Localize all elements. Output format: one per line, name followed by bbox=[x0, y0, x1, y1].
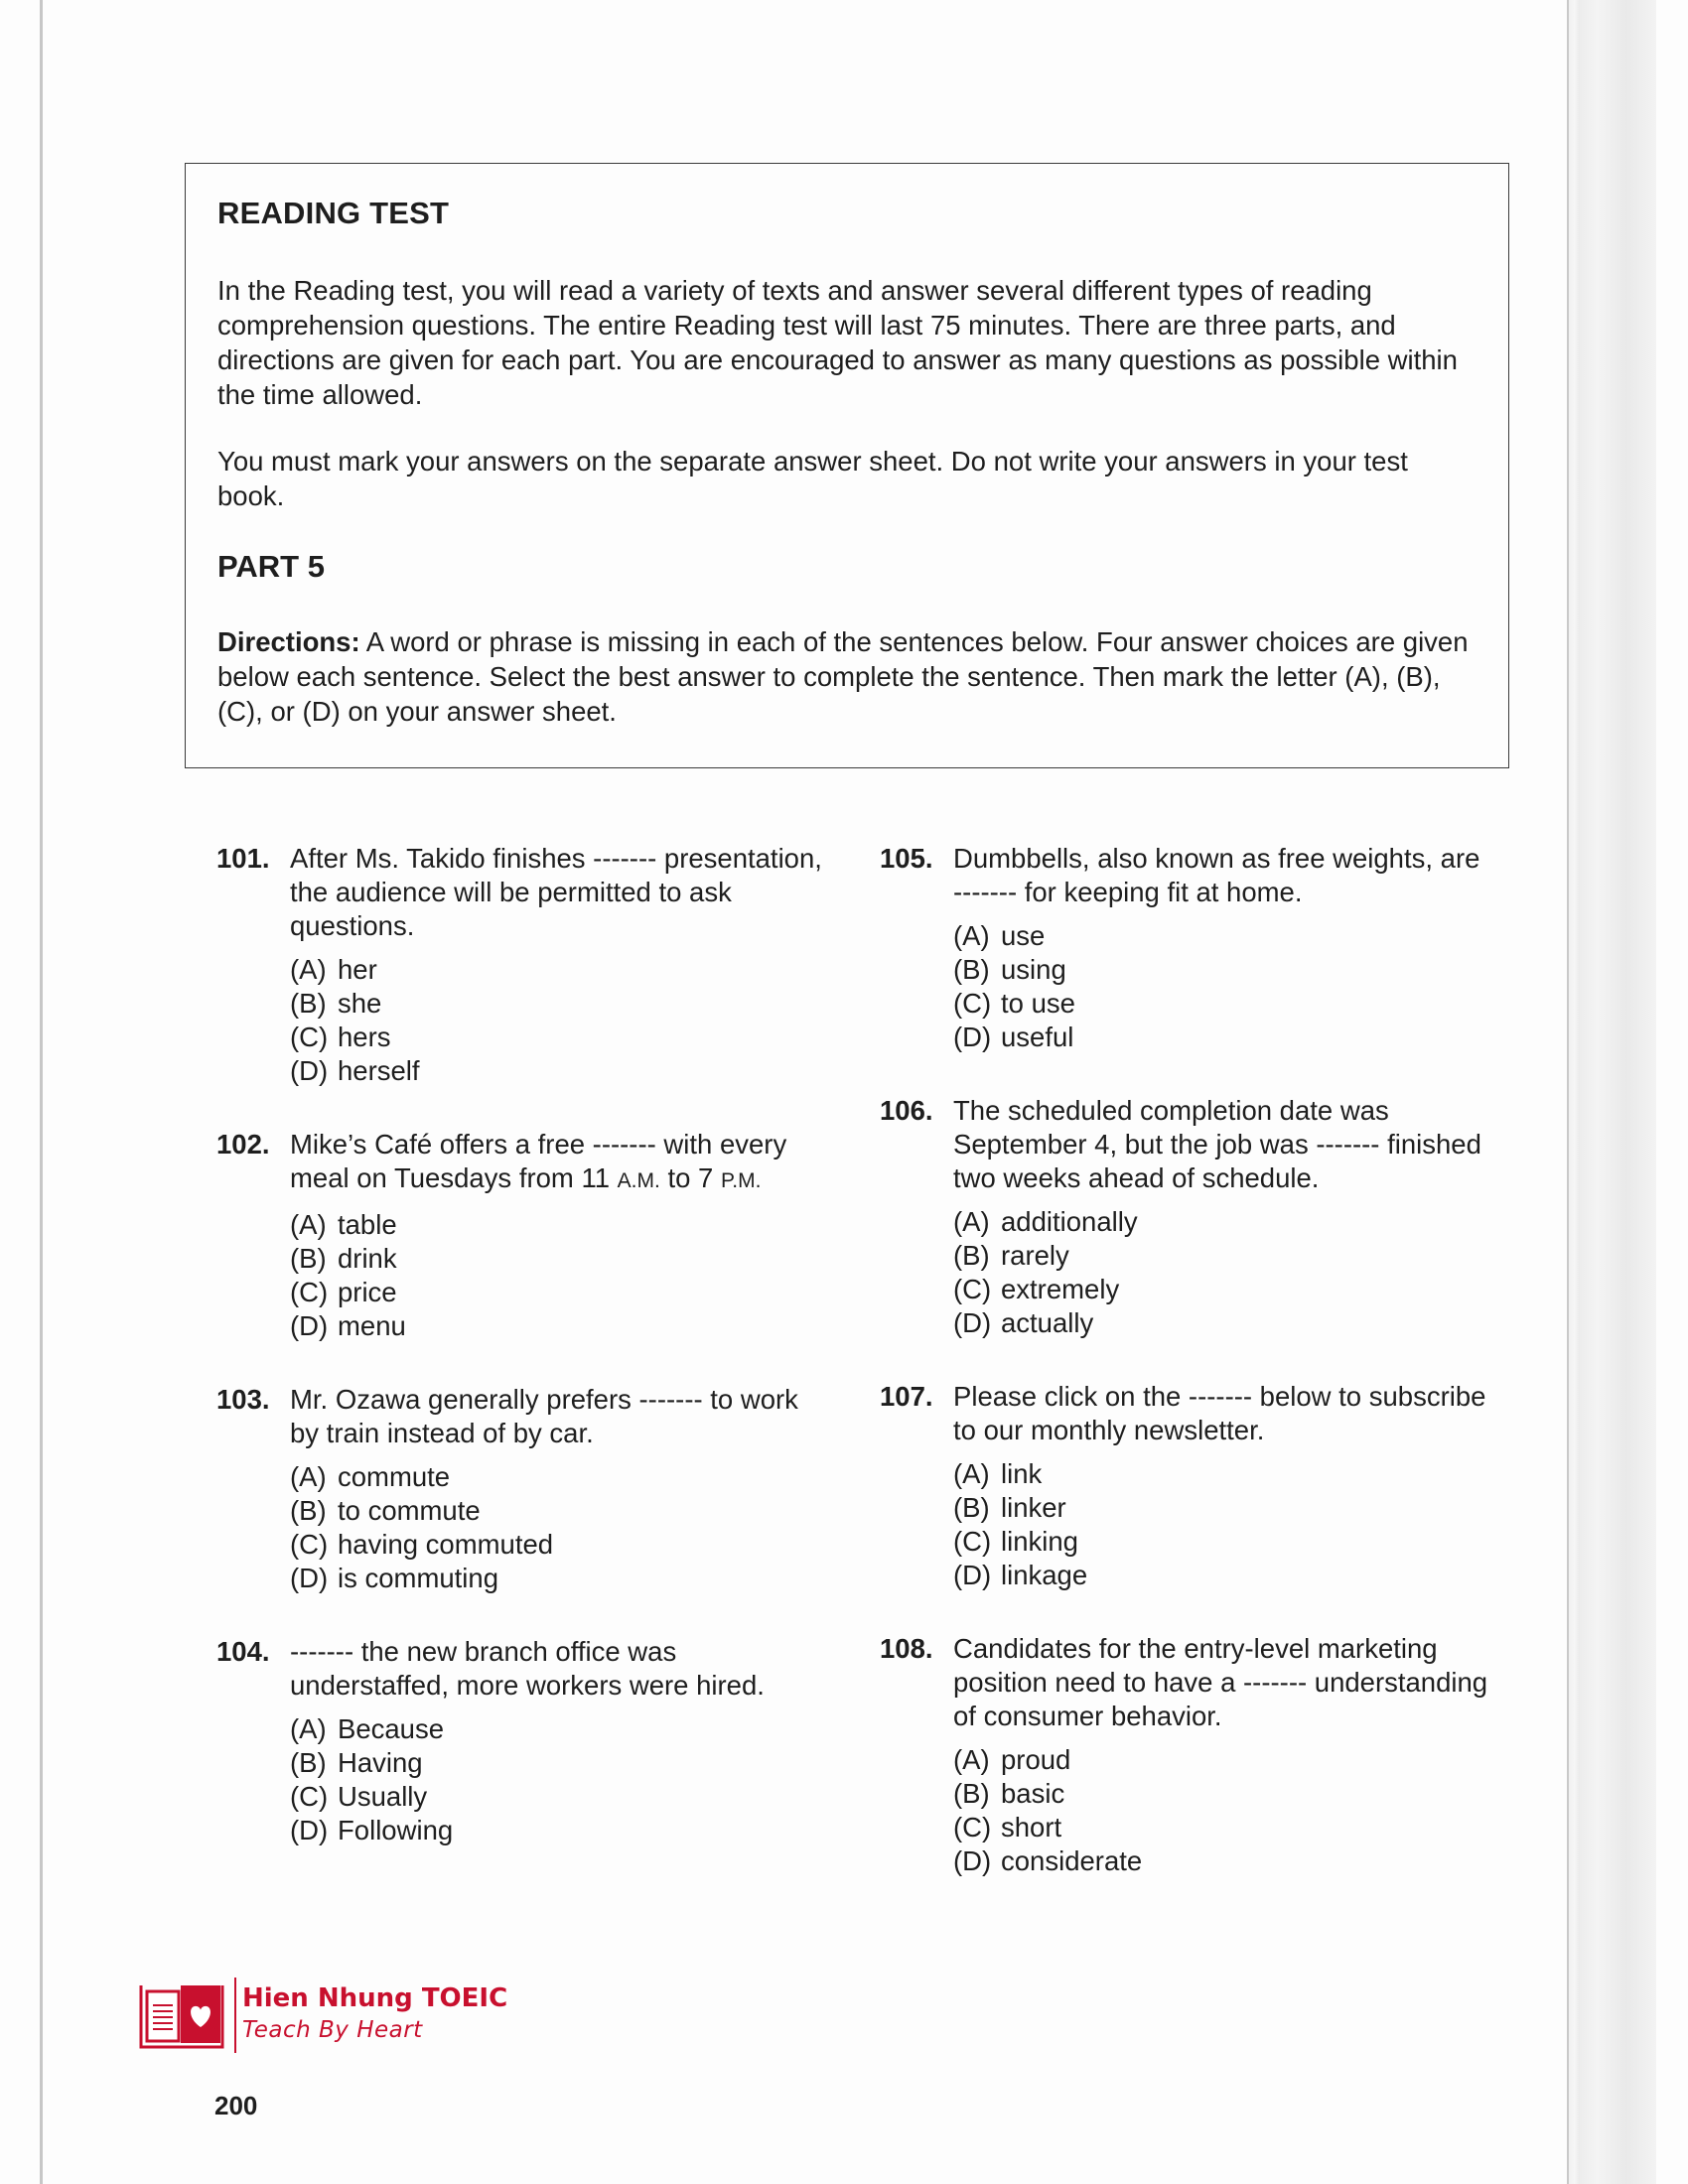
question-103 bbox=[216, 1383, 832, 1595]
directions-label: Directions: bbox=[217, 626, 360, 657]
questions-right-column bbox=[880, 842, 1495, 1918]
option-letter: (D) bbox=[953, 1022, 992, 1052]
option-text: table bbox=[338, 1209, 397, 1240]
option-text: commute bbox=[338, 1461, 451, 1492]
question-number: 108. bbox=[880, 1633, 933, 1664]
time-pm: P.M. bbox=[720, 1169, 762, 1192]
option-text: Because bbox=[338, 1713, 445, 1744]
answer-option-b bbox=[290, 987, 832, 1021]
question-number: 104. bbox=[216, 1636, 270, 1667]
scan-right-edge bbox=[1567, 0, 1656, 2184]
option-letter: (A) bbox=[290, 954, 327, 985]
answer-option-d bbox=[290, 1814, 832, 1847]
part-heading: PART 5 bbox=[217, 549, 325, 584]
answer-option-d bbox=[953, 1844, 1495, 1878]
option-text: additionally bbox=[1001, 1206, 1138, 1237]
option-text: price bbox=[338, 1277, 397, 1307]
option-text: is commuting bbox=[338, 1563, 498, 1593]
question-104 bbox=[216, 1635, 832, 1847]
option-letter: (D) bbox=[290, 1055, 329, 1086]
question-108 bbox=[880, 1632, 1495, 1878]
option-text: link bbox=[1001, 1458, 1043, 1489]
logo-name: Hien Nhung TOEIC bbox=[242, 1983, 508, 2013]
option-letter: (B) bbox=[290, 1495, 327, 1526]
option-letter: (D) bbox=[953, 1307, 992, 1338]
option-letter: (A) bbox=[290, 1209, 327, 1240]
question-105 bbox=[880, 842, 1495, 1054]
question-text-part: Mike’s Café offers a free ------- with every meal on Tuesdays from 11 bbox=[290, 1129, 787, 1193]
question-text: Mr. Ozawa generally prefers ------- to work by train instead of by car. bbox=[290, 1384, 798, 1448]
option-text: actually bbox=[1001, 1307, 1094, 1338]
option-text: useful bbox=[1001, 1022, 1074, 1052]
option-letter: (B) bbox=[290, 1747, 327, 1778]
answer-option-c bbox=[953, 1273, 1495, 1306]
option-text: her bbox=[338, 954, 377, 985]
question-number: 101. bbox=[216, 843, 270, 874]
question-107 bbox=[880, 1380, 1495, 1592]
option-letter: (B) bbox=[290, 988, 327, 1019]
option-text: linking bbox=[1001, 1526, 1078, 1557]
option-letter: (C) bbox=[953, 1812, 992, 1843]
answer-option-a bbox=[953, 919, 1495, 953]
option-text: linkage bbox=[1001, 1560, 1088, 1590]
option-text: short bbox=[1001, 1812, 1062, 1843]
question-number: 105. bbox=[880, 843, 933, 874]
option-letter: (D) bbox=[953, 1845, 992, 1876]
option-text: having commuted bbox=[338, 1529, 554, 1560]
reading-test-heading: READING TEST bbox=[217, 196, 450, 230]
page-number: 200 bbox=[214, 2091, 258, 2120]
option-letter: (C) bbox=[290, 1277, 329, 1307]
answer-option-c bbox=[290, 1528, 832, 1562]
option-text: linker bbox=[1001, 1492, 1066, 1523]
answer-options bbox=[953, 1205, 1495, 1340]
question-number: 106. bbox=[880, 1095, 933, 1126]
option-text: Following bbox=[338, 1815, 454, 1845]
time-am: A.M. bbox=[617, 1169, 660, 1192]
option-text: proud bbox=[1001, 1744, 1071, 1775]
answer-option-b bbox=[290, 1242, 832, 1276]
option-letter: (C) bbox=[953, 1526, 992, 1557]
option-text: hers bbox=[338, 1022, 391, 1052]
answer-option-c bbox=[290, 1276, 832, 1309]
question-text: After Ms. Takido finishes ------- presentation, the audience will be permitted to ask questions. bbox=[290, 843, 822, 941]
option-letter: (A) bbox=[953, 920, 990, 951]
answer-sheet-instructions: You must mark your answers on the separate answer sheet. Do not write your answers in your test book. bbox=[217, 446, 1408, 511]
option-text: rarely bbox=[1001, 1240, 1069, 1271]
option-text: Having bbox=[338, 1747, 423, 1778]
answer-option-a bbox=[290, 1208, 832, 1242]
question-text-part: to 7 bbox=[659, 1162, 721, 1193]
option-letter: (A) bbox=[290, 1713, 327, 1744]
reading-test-instructions-box bbox=[185, 163, 1509, 768]
answer-options bbox=[290, 1208, 832, 1343]
answer-option-d bbox=[290, 1054, 832, 1088]
answer-option-a bbox=[290, 1712, 832, 1746]
question-102 bbox=[216, 1128, 832, 1343]
option-letter: (B) bbox=[953, 1240, 990, 1271]
option-letter: (A) bbox=[953, 1206, 990, 1237]
answer-options bbox=[290, 1460, 832, 1595]
option-letter: (C) bbox=[290, 1529, 329, 1560]
answer-option-c bbox=[953, 1811, 1495, 1844]
option-letter: (B) bbox=[290, 1243, 327, 1274]
answer-option-d bbox=[290, 1309, 832, 1343]
answer-option-c bbox=[953, 1525, 1495, 1559]
question-number: 102. bbox=[216, 1129, 270, 1160]
option-letter: (C) bbox=[953, 988, 992, 1019]
option-letter: (C) bbox=[290, 1022, 329, 1052]
answer-option-a bbox=[290, 953, 832, 987]
option-letter: (D) bbox=[290, 1815, 329, 1845]
option-letter: (C) bbox=[953, 1274, 992, 1304]
answer-options bbox=[953, 1743, 1495, 1878]
reading-test-description: In the Reading test, you will read a variety of texts and answer several different types of reading comprehension questions. The entire Reading test will last 75 minutes. There are three parts, and directions are given for each part. You are encouraged to answer as many questions as possible within the time allowed. bbox=[217, 275, 1458, 410]
question-text bbox=[290, 1128, 832, 1198]
answer-option-b bbox=[953, 953, 1495, 987]
option-letter: (D) bbox=[290, 1310, 329, 1341]
question-106 bbox=[880, 1094, 1495, 1340]
option-text: extremely bbox=[1001, 1274, 1120, 1304]
scan-left-edge bbox=[40, 0, 43, 2184]
question-text: Please click on the ------- below to subscribe to our monthly newsletter. bbox=[953, 1381, 1486, 1445]
directions-text: A word or phrase is missing in each of the sentences below. Four answer choices are given below each sentence. Select the best answer to complete the sentence. Then mark the letter (A), (B), (C), or (D) on your answer sheet. bbox=[217, 626, 1469, 727]
answer-option-d bbox=[953, 1021, 1495, 1054]
option-text: considerate bbox=[1001, 1845, 1143, 1876]
answer-option-b bbox=[953, 1239, 1495, 1273]
answer-option-d bbox=[953, 1306, 1495, 1340]
option-letter: (C) bbox=[290, 1781, 329, 1812]
question-101 bbox=[216, 842, 832, 1088]
answer-options bbox=[953, 1457, 1495, 1592]
answer-option-d bbox=[290, 1562, 832, 1595]
option-letter: (A) bbox=[290, 1461, 327, 1492]
option-letter: (D) bbox=[290, 1563, 329, 1593]
option-text: drink bbox=[338, 1243, 397, 1274]
logo-slogan: Teach By Heart bbox=[242, 2017, 423, 2043]
option-text: using bbox=[1001, 954, 1066, 985]
answer-option-b bbox=[953, 1491, 1495, 1525]
option-letter: (B) bbox=[953, 1492, 990, 1523]
option-text: menu bbox=[338, 1310, 406, 1341]
answer-option-c bbox=[953, 987, 1495, 1021]
option-letter: (A) bbox=[953, 1458, 990, 1489]
answer-option-b bbox=[290, 1494, 832, 1528]
option-letter: (B) bbox=[953, 954, 990, 985]
answer-option-c bbox=[290, 1780, 832, 1814]
question-text: The scheduled completion date was September 4, but the job was ------- finished two weeks ahead of schedule. bbox=[953, 1095, 1481, 1193]
question-text: ------- the new branch office was understaffed, more workers were hired. bbox=[290, 1636, 765, 1701]
answer-option-a bbox=[953, 1743, 1495, 1777]
part-directions bbox=[217, 624, 1477, 729]
answer-option-b bbox=[953, 1777, 1495, 1811]
question-text: Dumbbells, also known as free weights, are ------- for keeping fit at home. bbox=[953, 843, 1480, 907]
option-text: to use bbox=[1001, 988, 1075, 1019]
answer-options bbox=[290, 953, 832, 1088]
option-letter: (D) bbox=[953, 1560, 992, 1590]
answer-option-c bbox=[290, 1021, 832, 1054]
option-text: herself bbox=[338, 1055, 420, 1086]
open-book-heart-icon bbox=[137, 1978, 226, 2053]
option-text: basic bbox=[1001, 1778, 1065, 1809]
answer-option-a bbox=[953, 1205, 1495, 1239]
question-text: Candidates for the entry-level marketing position need to have a ------- understanding of consumer behavior. bbox=[953, 1633, 1488, 1731]
option-text: Usually bbox=[338, 1781, 428, 1812]
logo-divider bbox=[234, 1978, 236, 2053]
option-text: to commute bbox=[338, 1495, 481, 1526]
answer-option-d bbox=[953, 1559, 1495, 1592]
question-number: 103. bbox=[216, 1384, 270, 1415]
questions-left-column bbox=[216, 842, 832, 1887]
answer-options bbox=[290, 1712, 832, 1847]
answer-options bbox=[953, 919, 1495, 1054]
question-number: 107. bbox=[880, 1381, 933, 1412]
option-text: she bbox=[338, 988, 382, 1019]
answer-option-b bbox=[290, 1746, 832, 1780]
answer-option-a bbox=[290, 1460, 832, 1494]
option-letter: (B) bbox=[953, 1778, 990, 1809]
option-letter: (A) bbox=[953, 1744, 990, 1775]
answer-option-a bbox=[953, 1457, 1495, 1491]
option-text: use bbox=[1001, 920, 1046, 951]
